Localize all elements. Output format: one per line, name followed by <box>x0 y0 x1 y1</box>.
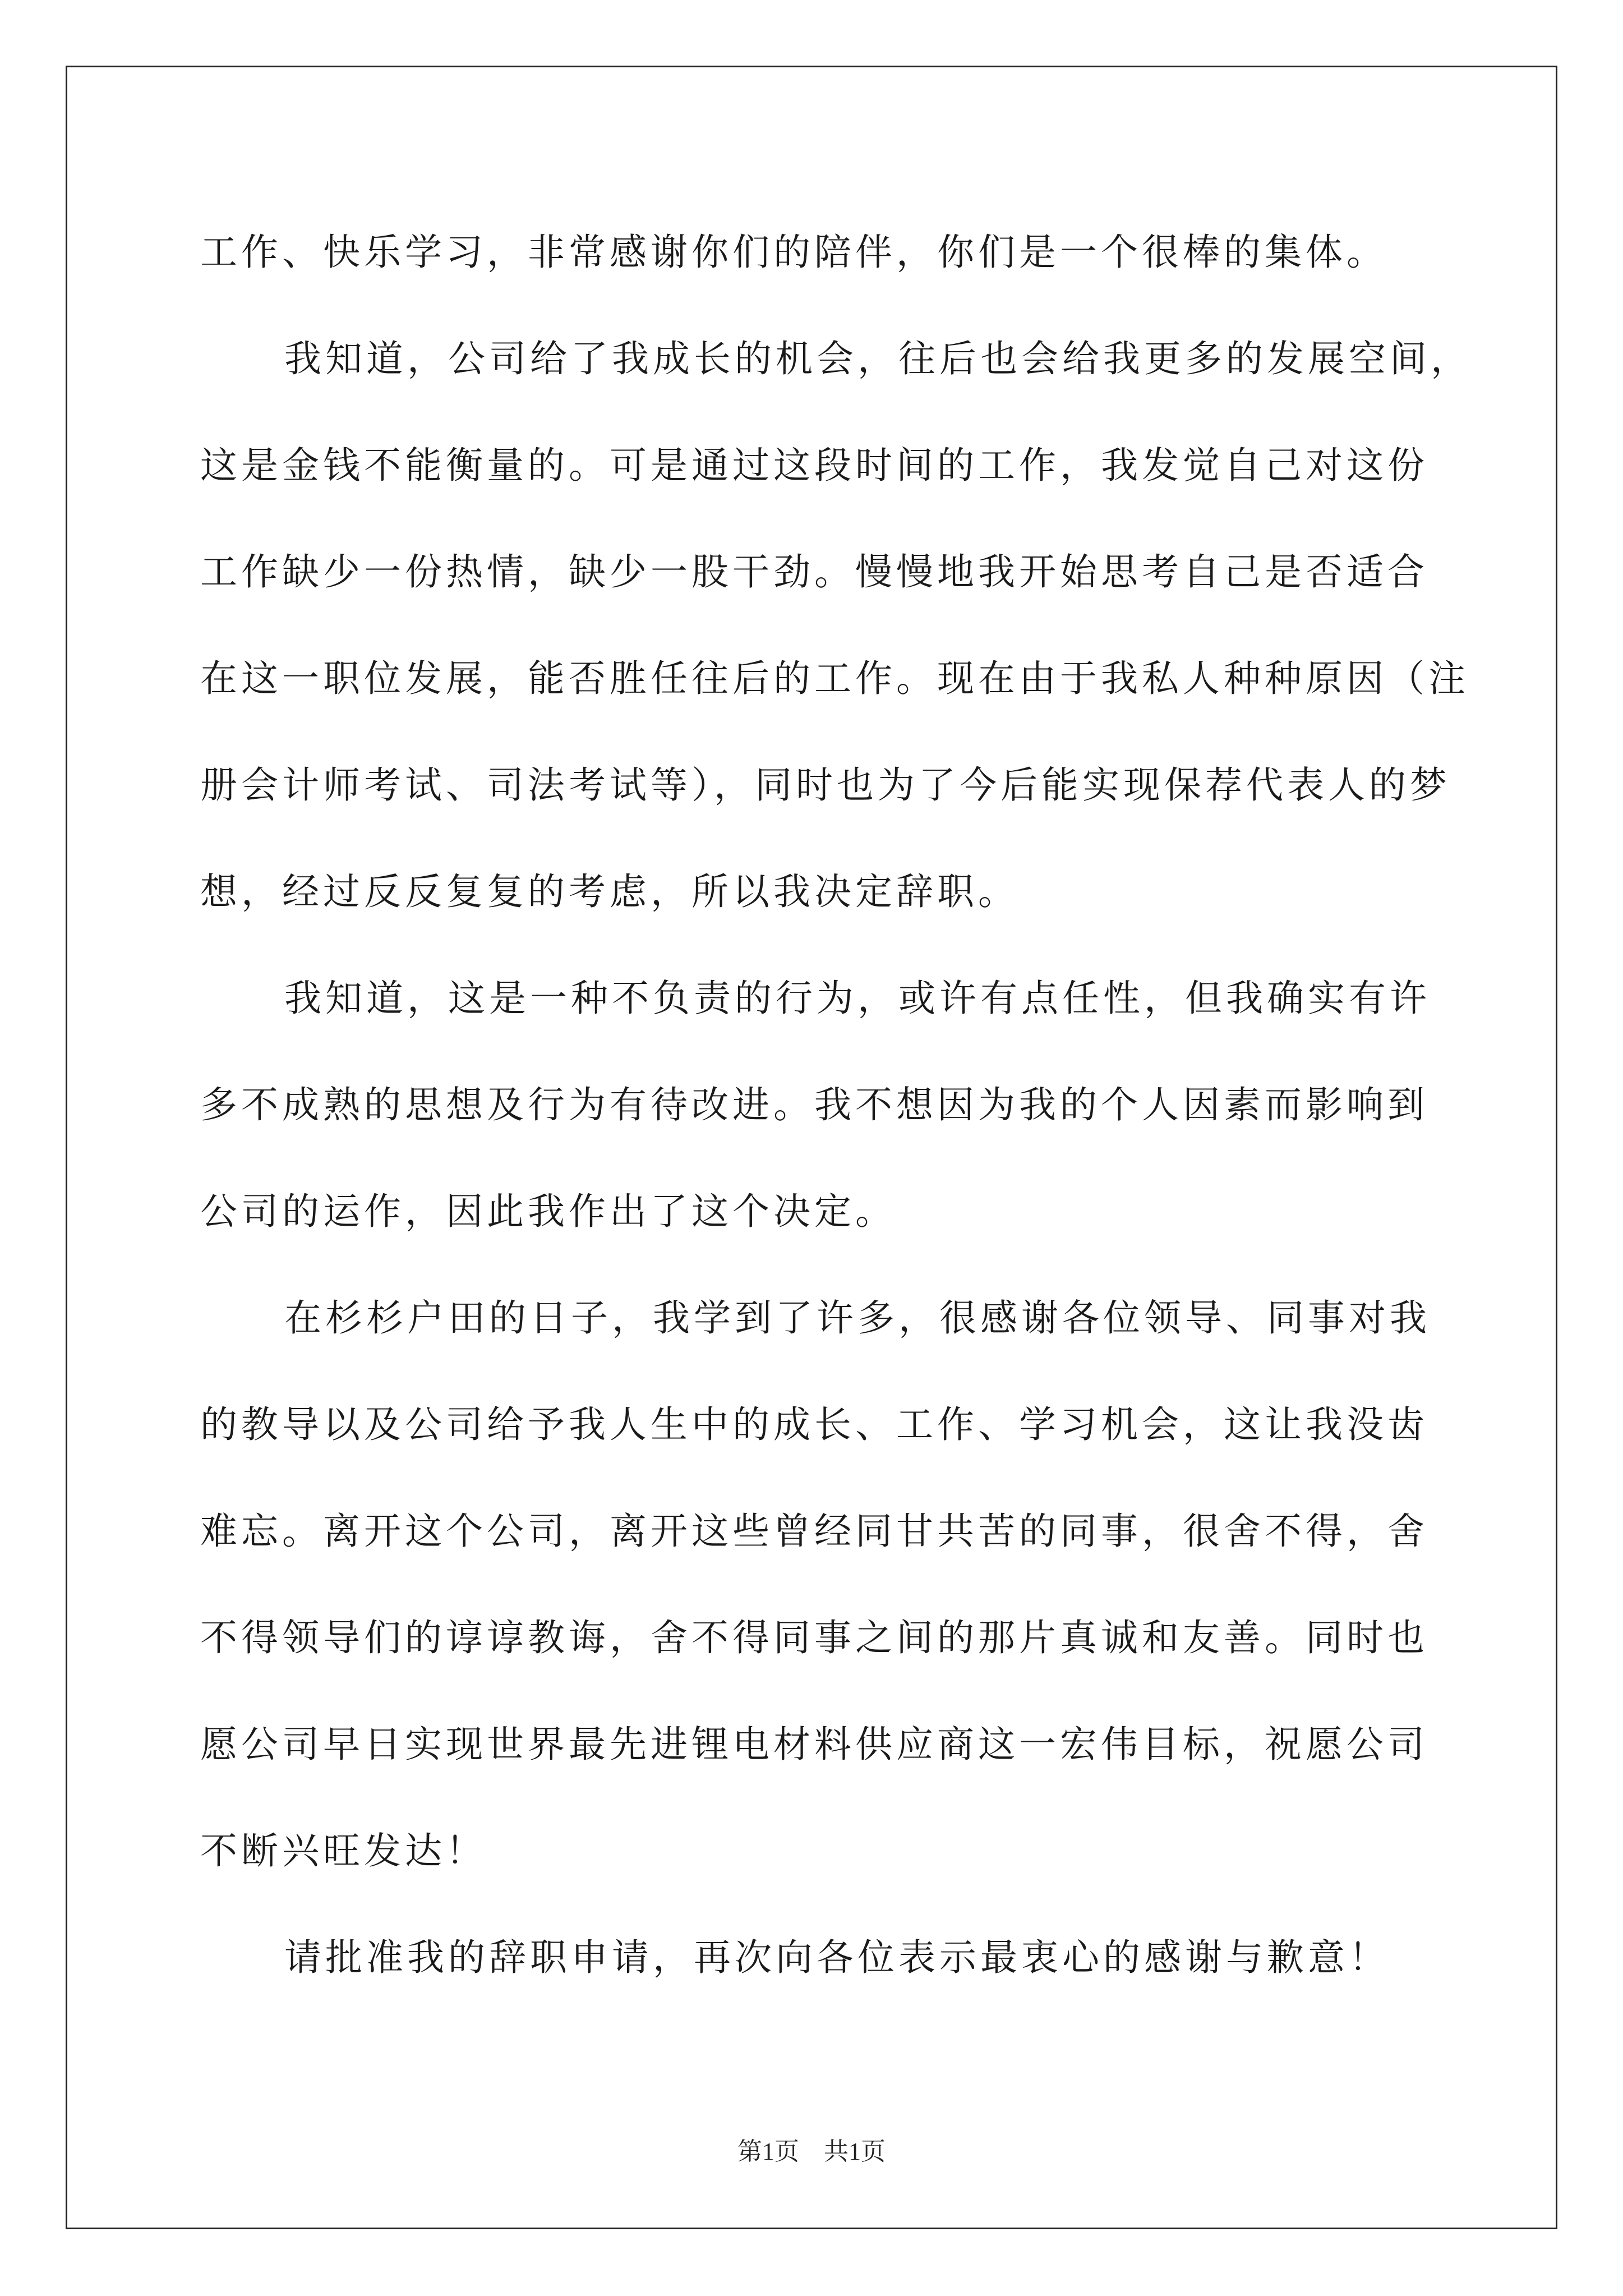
text-line: 不得领导们的谆谆教诲，舍不得同事之间的那片真诚和友善。同时也 <box>200 1616 1428 1659</box>
text-line: 在这一职位发展，能否胜任往后的工作。现在由于我私人种种原因（注 <box>200 657 1469 700</box>
text-line: 难忘。离开这个公司，离开这些曾经同甘共苦的同事，很舍不得，舍 <box>200 1510 1428 1553</box>
paragraph-start-line: 我知道，这是一种不负责的行为，或许有点任性，但我确实有许 <box>284 977 1431 1020</box>
text-line: 多不成熟的思想及行为有待改进。我不想因为我的个人因素而影响到 <box>200 1083 1428 1126</box>
page-number-footer: 第1页 共1页 <box>737 2138 886 2165</box>
paragraph-start-line: 在杉杉户田的日子，我学到了许多，很感谢各位领导、同事对我 <box>284 1296 1431 1340</box>
text-line: 工作缺少一份热情，缺少一股干劲。慢慢地我开始思考自己是否适合 <box>200 550 1428 593</box>
text-line: 册会计师考试、司法考试等），同时也为了今后能实现保荐代表人的梦 <box>200 763 1451 807</box>
text-line: 的教导以及公司给予我人生中的成长、工作、学习机会，这让我没齿 <box>200 1403 1428 1446</box>
page-border <box>66 66 1557 2229</box>
text-line: 想，经过反反复复的考虑，所以我决定辞职。 <box>200 870 1019 913</box>
text-line: 公司的运作，因此我作出了这个决定。 <box>200 1190 896 1233</box>
text-line: 愿公司早日实现世界最先进锂电材料供应商这一宏伟目标，祝愿公司 <box>200 1723 1428 1766</box>
text-line: 工作、快乐学习，非常感谢你们的陪伴，你们是一个很棒的集体。 <box>200 231 1387 274</box>
text-line: 这是金钱不能衡量的。可是通过这段时间的工作，我发觉自己对这份 <box>200 444 1428 487</box>
text-line: 不断兴旺发达！ <box>200 1829 487 1872</box>
paragraph-start-line: 我知道，公司给了我成长的机会，往后也会给我更多的发展空间， <box>284 337 1472 380</box>
paragraph-start-line: 请批准我的辞职申请，再次向各位表示最衷心的感谢与歉意！ <box>284 1936 1390 1979</box>
